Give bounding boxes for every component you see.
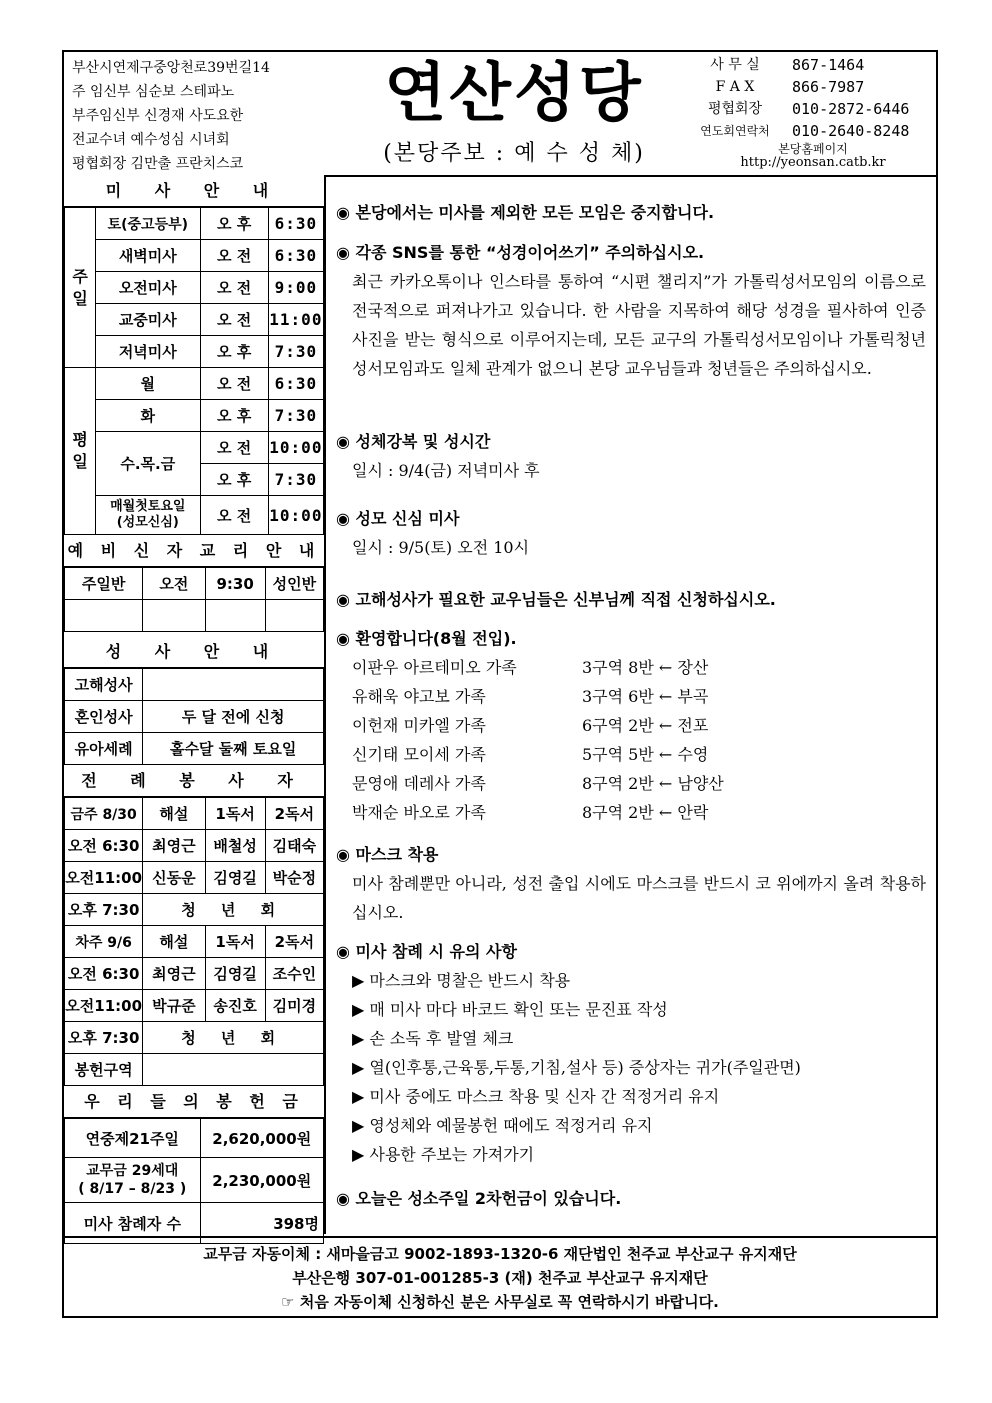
caution-item: ▶ 열(인후통,근육통,두통,기침,설사 등) 증상자는 귀가(주일관면) xyxy=(352,1058,801,1077)
notice-heading: ◉ 환영합니다(8월 전입). xyxy=(336,629,517,648)
mass-name: 월 xyxy=(96,368,200,400)
mass-name: 오전미사 xyxy=(96,272,200,304)
notice-body: 일시 : 9/4(금) 저녁미사 후 xyxy=(352,461,540,480)
offering-name: 연중제21주일 xyxy=(65,1119,201,1158)
notice-heading: ◉ 고해성사가 필요한 교우님들은 신부님께 직접 신청하십시오. xyxy=(336,590,776,609)
welcome-item: 신기태 모이세 가족 5구역 5반 ← 수영 xyxy=(352,745,709,764)
address: 부산시연제구중앙천로39번길14 xyxy=(72,60,270,76)
server-person: 배철성 xyxy=(205,830,265,862)
homepage-label: 본당홈페이지 xyxy=(778,142,848,156)
contact-label: 사 무 실 xyxy=(710,57,760,73)
mass-time: 7:30 xyxy=(268,336,323,368)
mass-time: 10:00 xyxy=(268,432,323,464)
server-role: 1독서 xyxy=(205,926,265,958)
offering-amount: 2,620,000원 xyxy=(200,1119,323,1158)
mass-name: 토(중고등부) xyxy=(96,208,200,240)
notice-heading: ◉ 오늘은 성소주일 2차헌금이 있습니다. xyxy=(336,1189,622,1208)
welcome-item: 이판우 아르테미오 가족 3구역 8반 ← 장산 xyxy=(352,658,709,677)
server-mass: 오전 6:30 xyxy=(65,958,143,990)
caution-item: ▶ 미사 중에도 마스크 착용 및 신자 간 적정거리 유지 xyxy=(352,1087,720,1106)
server-mass: 오전 6:30 xyxy=(65,830,143,862)
header-clergy-info xyxy=(72,56,332,176)
sacrament-name: 혼인성사 xyxy=(65,701,143,733)
mass-ampm: 오 후 xyxy=(200,208,268,240)
server-week: 금주 8/30 xyxy=(65,798,143,830)
mass-name: 새벽미사 xyxy=(96,240,200,272)
class-ampm: 오전 xyxy=(143,568,205,600)
mass-ampm: 오 전 xyxy=(200,272,268,304)
sunday-label: 주 일 xyxy=(65,208,96,368)
mass-ampm: 오 전 xyxy=(200,304,268,336)
caution-item: ▶ 영성체와 예물봉헌 때에도 적정거리 유지 xyxy=(352,1116,653,1135)
server-mass: 오전11:00 xyxy=(65,862,143,894)
server-person: 김영길 xyxy=(205,958,265,990)
mass-time: 6:30 xyxy=(268,240,323,272)
contacts xyxy=(690,54,936,170)
mass-ampm: 오 전 xyxy=(200,368,268,400)
mass-schedule-title: 미 사 안 내 xyxy=(64,175,324,207)
notice-heading: ◉ 본당에서는 미사를 제외한 모든 모임은 중지합니다. xyxy=(336,203,715,222)
server-mass: 오전11:00 xyxy=(65,990,143,1022)
notice-body: 미사 참례뿐만 아니라, 성전 출입 시에도 마스크를 반드시 코 위에까지 올려 착용하십시오. xyxy=(352,874,926,922)
sacrament-name: 유아세례 xyxy=(65,733,143,765)
notice-heading: ◉ 성체강복 및 성시간 xyxy=(336,432,491,451)
contact-value: 867-1464 xyxy=(792,56,865,74)
sacrament-name: 고해성사 xyxy=(65,669,143,701)
mass-time: 7:30 xyxy=(268,400,323,432)
welcome-item: 유해욱 야고보 가족 3구역 6반 ← 부곡 xyxy=(352,687,709,706)
servers-title: 전 례 봉 사 자 xyxy=(64,765,324,797)
welcome-item: 박재순 바오로 가족 8구역 2반 ← 안락 xyxy=(352,803,709,822)
server-person: 김태숙 xyxy=(265,830,323,862)
mass-ampm: 오 후 xyxy=(200,336,268,368)
catechumen-title: 예 비 신 자 교 리 안 내 xyxy=(64,535,324,567)
page-subtitle: (본당주보 : 예 수 성 체) xyxy=(383,141,645,166)
mass-time: 9:00 xyxy=(268,272,323,304)
offering-amount: 2,230,000원 xyxy=(200,1158,323,1203)
mass-name: 수.목.금 xyxy=(96,432,200,496)
server-person: 김미경 xyxy=(265,990,323,1022)
caution-item: ▶ 사용한 주보는 가져가기 xyxy=(352,1145,535,1164)
mass-name: 매월첫토요일 (성모신심) xyxy=(96,496,200,535)
server-person: 신동운 xyxy=(143,862,205,894)
server-person: 박규준 xyxy=(143,990,205,1022)
page-title: 연산성당 xyxy=(384,57,644,131)
server-group: 청 년 회 xyxy=(143,1022,324,1054)
server-week: 차주 9/6 xyxy=(65,926,143,958)
server-person: 박순정 xyxy=(265,862,323,894)
catechumen-table xyxy=(64,567,324,632)
sacrament-table xyxy=(64,668,324,765)
server-role: 2독서 xyxy=(265,798,323,830)
footer-line: 부산은행 307-01-001285-3 (재) 천주교 부산교구 유지재단 xyxy=(292,1269,708,1287)
assistant-pastor: 부주임신부 신경재 사도요한 xyxy=(72,108,244,124)
caution-item: ▶ 마스크와 명찰은 반드시 착용 xyxy=(352,971,571,990)
notice-heading: ◉ 성모 신심 미사 xyxy=(336,509,460,528)
footer-line: ☞ 처음 자동이체 신청하신 분은 사무실로 꼭 연락하시기 바랍니다. xyxy=(281,1293,719,1311)
servers-table xyxy=(64,797,324,1086)
pastor: 주 임신부 심순보 스테파노 xyxy=(72,84,235,100)
attendance-count: 398명 xyxy=(200,1203,323,1244)
class-time: 9:30 xyxy=(205,568,265,600)
server-person: 최영근 xyxy=(143,958,205,990)
notice-body: 최근 카카오톡이나 인스타를 통하여 “시편 챌리지”가 가톨릭성서모임의 이름으로 전국적으로 퍼져나가고 있습니다. 한 사람을 지목하여 해당 성경을 필사하여 인증 사진을 받는 형식으로 이루어지는데, 모든 교구의 가톨릭성서모임이나 가톨릭청년성서모임과도 일체 관계가 없으니 본당 교우님들과 청년들은 주의하십시오. xyxy=(352,272,926,378)
notice-heading: ◉ 각종 SNS를 통한 “성경이어쓰기” 주의하십시오. xyxy=(336,243,705,262)
contact-value: 010-2640-8248 xyxy=(792,122,910,140)
contact-value: 866-7987 xyxy=(792,78,865,96)
offering-name: 교무금 29세대 ( 8/17 – 8/23 ) xyxy=(65,1158,201,1203)
sacrament-info: 홀수달 둘째 토요일 xyxy=(143,733,324,765)
caution-item: ▶ 매 미사 마다 바코드 확인 또는 문진표 작성 xyxy=(352,1000,668,1019)
server-person: 김영길 xyxy=(205,862,265,894)
class-group: 성인반 xyxy=(265,568,323,600)
server-mass: 오후 7:30 xyxy=(65,894,143,926)
footer xyxy=(64,1236,936,1318)
class-name: 주일반 xyxy=(65,568,143,600)
contact-value: 010-2872-6446 xyxy=(792,100,910,118)
sacrament-title: 성 사 안 내 xyxy=(64,636,324,668)
notice-heading: ◉ 마스크 착용 xyxy=(336,845,439,864)
homepage-url[interactable]: http://yeonsan.catb.kr xyxy=(740,155,886,170)
mass-ampm: 오 후 xyxy=(200,400,268,432)
mass-time: 6:30 xyxy=(268,368,323,400)
notices-column xyxy=(326,175,936,1234)
mass-name: 교중미사 xyxy=(96,304,200,336)
server-person: 최영근 xyxy=(143,830,205,862)
sacrament-info xyxy=(143,669,324,701)
notice-heading: ◉ 미사 참례 시 유의 사항 xyxy=(336,942,517,961)
mass-ampm: 오 전 xyxy=(200,240,268,272)
mass-time: 7:30 xyxy=(268,464,323,496)
bulletin-page xyxy=(62,50,938,1318)
caution-item: ▶ 손 소독 후 발열 체크 xyxy=(352,1029,514,1048)
mass-time: 6:30 xyxy=(268,208,323,240)
footer-line: 교무금 자동이체 : 새마을금고 9002-1893-1320-6 재단법인 천주교 부산교구 유지재단 xyxy=(203,1245,797,1263)
mass-ampm: 오 전 xyxy=(200,496,268,535)
server-role: 해설 xyxy=(143,926,205,958)
sacrament-info: 두 달 전에 신청 xyxy=(143,701,324,733)
mass-ampm: 오 후 xyxy=(200,464,268,496)
sister: 전교수녀 예수성심 시녀회 xyxy=(72,132,230,148)
welcome-item: 이헌재 미카엘 가족 6구역 2반 ← 전포 xyxy=(352,716,709,735)
mass-name: 화 xyxy=(96,400,200,432)
mass-time: 10:00 xyxy=(268,496,323,535)
contact-label: 평협회장 xyxy=(707,101,763,117)
notice-body: 일시 : 9/5(토) 오전 10시 xyxy=(352,538,530,557)
attendance-label: 미사 참례자 수 xyxy=(65,1203,201,1244)
server-person: 조수인 xyxy=(265,958,323,990)
welcome-item: 문영애 데레사 가족 8구역 2반 ← 남양산 xyxy=(352,774,724,793)
server-role: 해설 xyxy=(143,798,205,830)
offering-table xyxy=(64,1118,324,1244)
mass-schedule-table xyxy=(64,207,324,535)
weekday-label: 평 일 xyxy=(65,368,96,535)
mass-ampm: 오 전 xyxy=(200,432,268,464)
mass-time: 11:00 xyxy=(268,304,323,336)
server-role: 1독서 xyxy=(205,798,265,830)
offering-title: 우 리 들 의 봉 헌 금 xyxy=(64,1086,324,1118)
offering-area-label: 봉헌구역 xyxy=(65,1054,143,1086)
left-column xyxy=(64,175,326,1234)
mass-name: 저녁미사 xyxy=(96,336,200,368)
contact-label: F A X xyxy=(715,79,755,95)
server-mass: 오후 7:30 xyxy=(65,1022,143,1054)
server-person: 송진호 xyxy=(205,990,265,1022)
contact-label: 연도회연락처 xyxy=(700,124,770,138)
council-president: 평협회장 김만출 프란치스코 xyxy=(72,156,244,172)
server-role: 2독서 xyxy=(265,926,323,958)
server-group: 청 년 회 xyxy=(143,894,324,926)
header xyxy=(64,52,936,177)
